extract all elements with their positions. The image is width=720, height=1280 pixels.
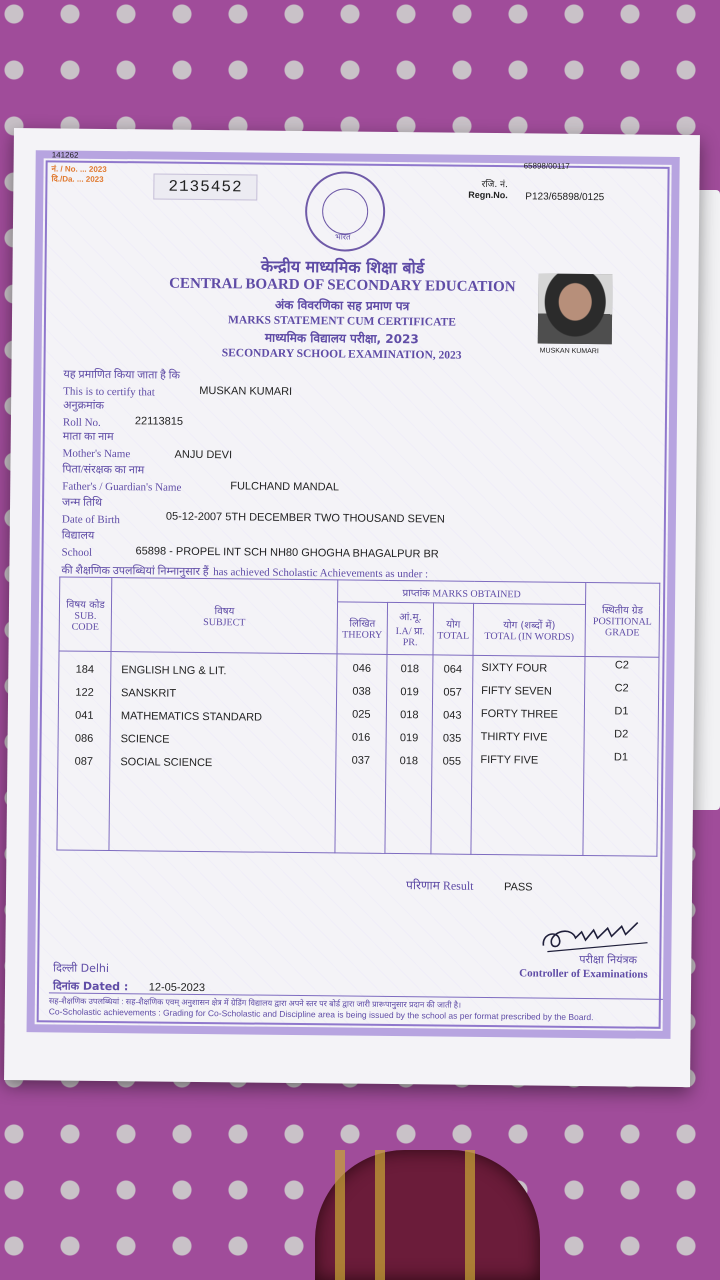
row-words: FIFTY FIVE — [480, 753, 539, 767]
fabric-stripe — [375, 1150, 385, 1280]
emblem-text: भारत — [335, 232, 351, 242]
board-name-en: CENTRAL BOARD OF SECONDARY EDUCATION — [169, 275, 516, 296]
certify-label-hi: यह प्रमाणित किया जाता है कि — [63, 368, 181, 382]
row-subject: SCIENCE — [120, 733, 170, 746]
row-ia: 018 — [400, 709, 419, 722]
row-ia: 018 — [400, 663, 420, 676]
header-words-hi: योग (शब्दों में) — [503, 620, 556, 632]
controller-label-en: Controller of Examinations — [519, 967, 648, 981]
row-subject: ENGLISH LNG & LIT. — [121, 664, 227, 678]
header-grade-hi: स्थितीय ग्रेड — [601, 604, 644, 617]
row-total: 035 — [442, 732, 462, 745]
row-ia: 019 — [399, 732, 419, 745]
certify-label-en: This is to certify that — [63, 385, 155, 399]
header-grade-en: POSITIONAL GRADE — [592, 615, 652, 639]
top-left-code: 141262 — [51, 150, 79, 160]
row-grade: D2 — [614, 728, 629, 741]
header-grade — [585, 583, 660, 658]
father-name: FULCHAND MANDAL — [230, 480, 340, 494]
photo-caption: MUSKAN KUMARI — [539, 347, 599, 356]
student-name: MUSKAN KUMARI — [199, 384, 293, 398]
code-column — [57, 651, 111, 851]
doc-title-en: MARKS STATEMENT CUM CERTIFICATE — [228, 314, 456, 329]
doc-title-hi: अंक विवरणिका सह प्रमाण पत्र — [274, 297, 410, 314]
roll-label-en: Roll No. — [62, 416, 101, 429]
total-column — [431, 655, 473, 854]
header-theory-en: THEORY — [342, 629, 383, 641]
header-sub-code — [59, 577, 112, 652]
mother-name: ANJU DEVI — [174, 448, 233, 462]
dated-value: 12-05-2023 — [148, 981, 206, 995]
marks-body — [57, 651, 659, 856]
school-label-en: School — [61, 546, 93, 559]
board-name-hi: केन्द्रीय माध्यमिक शिक्षा बोर्ड — [260, 256, 425, 278]
header-sub-code-hi: विषय कोड — [66, 599, 105, 611]
row-ia: 018 — [399, 755, 419, 768]
exam-name-en: SECONDARY SCHOOL EXAMINATION, 2023 — [221, 347, 462, 362]
row-theory: 016 — [351, 731, 371, 744]
school-name: 65898 - PROPEL INT SCH NH80 GHOGHA BHAGALPUR BR — [135, 545, 439, 561]
header-subject — [111, 578, 338, 654]
result-row — [406, 876, 533, 895]
header-subject-en: SUBJECT — [203, 617, 246, 629]
marks-table — [56, 576, 660, 856]
header-subject-hi: विषय — [214, 606, 235, 618]
row-grade: C2 — [614, 659, 630, 672]
row-subject: MATHEMATICS STANDARD — [120, 710, 263, 724]
row-code: 184 — [75, 663, 95, 676]
row-code: 086 — [74, 732, 94, 745]
emblem-inner-ring — [322, 188, 368, 234]
header-ia-en: I.A/ प्रा. PR. — [395, 626, 425, 649]
achieved-label-en: has achieved Scholastic Achievements as under : — [213, 566, 429, 581]
certificate-header — [112, 253, 573, 363]
result-value: PASS — [503, 881, 533, 894]
dob-label-hi: जन्म तिथि — [62, 496, 103, 509]
row-words: FORTY THREE — [480, 707, 558, 721]
row-theory: 038 — [352, 685, 371, 698]
header-total-en: TOTAL — [437, 630, 470, 642]
header-total-words — [473, 603, 586, 656]
row-grade: C2 — [614, 682, 629, 695]
marks-certificate — [4, 128, 700, 1087]
fabric-stripe — [465, 1150, 475, 1280]
roll-number: 22113815 — [134, 415, 184, 428]
header-theory — [337, 602, 388, 655]
dated-label: दिनांक Dated : — [52, 979, 129, 994]
row-total: 057 — [443, 686, 462, 699]
printed-note — [51, 164, 106, 185]
note-en: Co-Scholastic achievements : Grading for Co-Scholastic and Discipline area is being issued by the school as per format prescribed by the Board. — [48, 1006, 594, 1023]
mother-label-hi: माता का नाम — [62, 430, 114, 444]
row-theory: 037 — [351, 754, 371, 767]
exam-name-hi: माध्यमिक विद्यालय परीक्षा, 2023 — [264, 330, 419, 347]
roll-label-hi: अनुक्रमांक — [63, 399, 105, 412]
row-total: 064 — [443, 663, 463, 676]
serial-number: 2135452 — [153, 173, 257, 200]
header-total-hi: योग — [446, 619, 461, 631]
regn-label-en: Regn.No. — [468, 189, 508, 201]
ia-column — [385, 654, 433, 853]
result-label: परिणाम Result — [406, 878, 474, 893]
mother-label-en: Mother's Name — [62, 447, 131, 461]
header-words-en: TOTAL (IN WORDS) — [484, 630, 575, 643]
grade-column — [583, 657, 659, 857]
row-total: 055 — [442, 755, 462, 768]
fabric-stripe — [335, 1150, 345, 1280]
printed-note-line2: दि./Da. ... 2023 — [51, 174, 104, 184]
row-theory: 025 — [352, 708, 371, 721]
achieved-label-hi: की शैक्षणिक उपलब्धियां निम्नानुसार हैं — [61, 564, 209, 579]
father-label-hi: पिता/संरक्षक का नाम — [62, 463, 145, 477]
row-grade: D1 — [613, 751, 629, 764]
father-label-en: Father's / Guardian's Name — [62, 480, 182, 494]
header-ia — [387, 602, 434, 654]
controller-label-hi: परीक्षा नियंत्रक — [579, 952, 638, 967]
background-fabric-opening — [315, 1150, 540, 1280]
printed-note-line1: नं. / No. ... 2023 — [51, 164, 107, 174]
row-subject: SOCIAL SCIENCE — [120, 756, 213, 770]
top-right-code: 65898/00117 — [523, 161, 570, 171]
row-words: THIRTY FIVE — [480, 730, 548, 744]
school-label-hi: विद्यालय — [61, 529, 95, 542]
regn-label-hi: रजि. नं. — [481, 179, 508, 191]
row-code: 122 — [75, 686, 94, 699]
row-grade: D1 — [614, 705, 629, 718]
header-sub-code-en: SUB. CODE — [71, 610, 99, 633]
controller-signature — [537, 912, 655, 957]
theory-column — [335, 654, 387, 854]
student-details — [61, 369, 643, 585]
header-marks-obtained: प्राप्तांक MARKS OBTAINED — [338, 580, 586, 605]
row-subject: SANSKRIT — [121, 687, 177, 700]
header-ia-hi: आं.मू. — [399, 612, 422, 624]
subject-column — [109, 652, 337, 853]
row-total: 043 — [443, 709, 462, 722]
header-theory-hi: लिखित — [349, 618, 376, 630]
dob-label-en: Date of Birth — [61, 513, 121, 527]
row-code: 087 — [74, 755, 94, 768]
words-column — [471, 655, 585, 855]
regn-number: P123/65898/0125 — [525, 191, 605, 204]
row-words: SIXTY FOUR — [481, 661, 548, 675]
row-code: 041 — [75, 709, 94, 722]
place: दिल्ली Delhi — [53, 961, 110, 976]
note-hi: सह-शैक्षणिक उपलब्धियां : सह-शैक्षणिक एवम् अनुशासन क्षेत्र में ग्रेडिंग विद्यालय द्वारा अपने स्तर पर बोर्ड द्वारा जारी प्रारूपानुसार प्रदान की जाती है। — [48, 996, 462, 1010]
row-words: FIFTY SEVEN — [481, 684, 552, 698]
regn-label — [468, 177, 508, 200]
header-total — [433, 603, 474, 655]
row-ia: 019 — [400, 686, 419, 699]
row-theory: 046 — [352, 662, 372, 675]
date-of-birth: 05-12-2007 5TH DECEMBER TWO THOUSAND SEVEN — [165, 510, 445, 526]
student-photo — [538, 274, 613, 345]
